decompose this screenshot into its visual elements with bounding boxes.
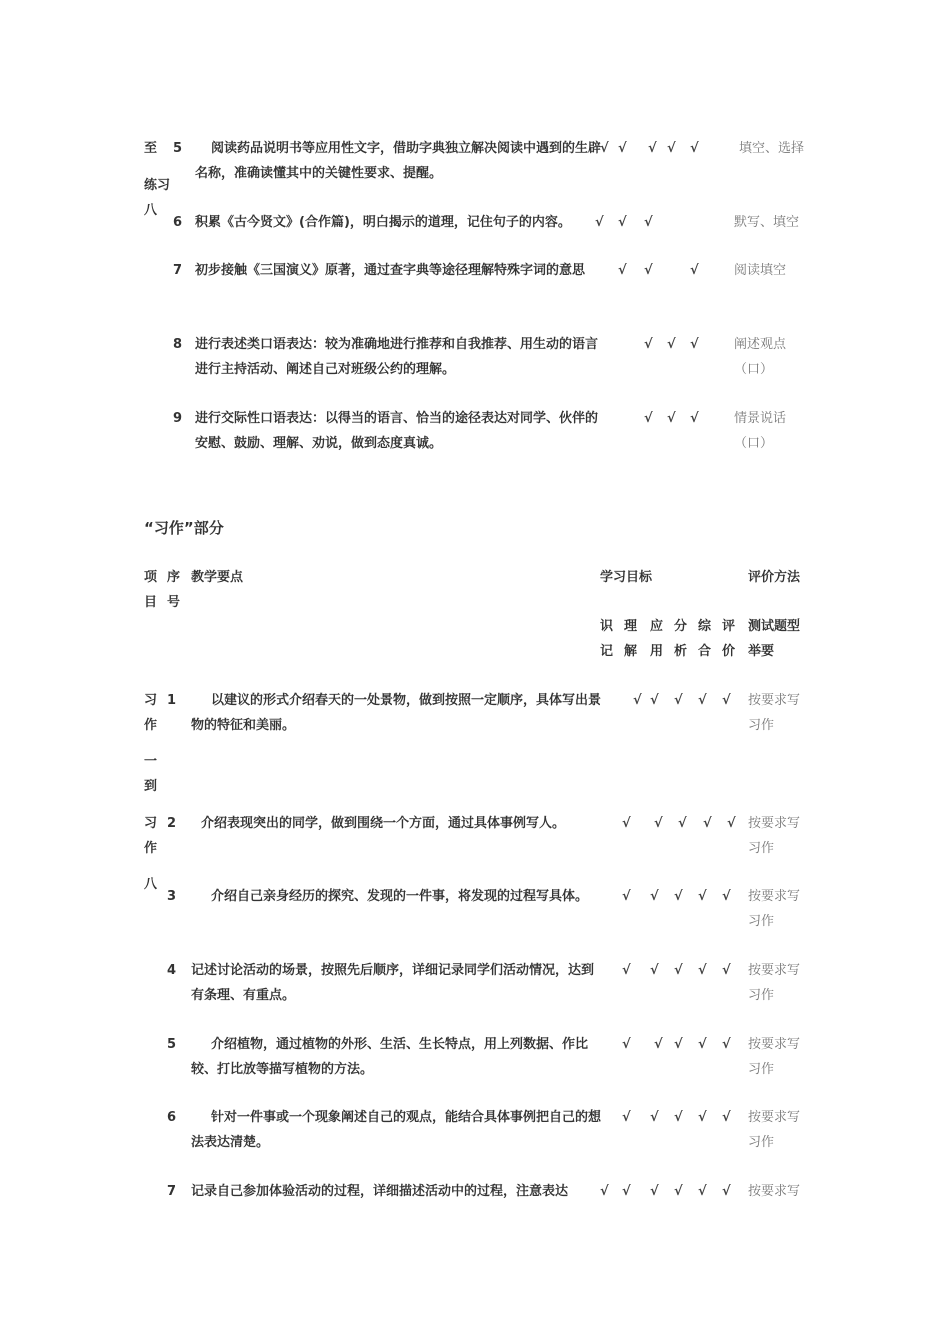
eval-method: 情景说话（口） [734,411,787,451]
row-description: 记述讨论活动的场景，按照先后顺序，详细记录同学们活动情况，达到有条理、有重点。 [191,963,595,1003]
header-goal-col: 分析 [674,619,688,659]
item-label-char: 习作 [144,693,158,733]
check-mark: √ [618,263,627,278]
check-mark: √ [648,141,657,156]
check-mark: √ [690,337,699,352]
header-number: 序号 [167,570,181,610]
eval-method: 按要求写习作 [748,1037,801,1077]
check-mark: √ [722,693,731,708]
check-mark: √ [690,263,699,278]
check-mark: √ [654,1037,663,1052]
eval-method: 按要求写习作 [748,1110,801,1150]
eval-method: 按要求写习作 [748,693,801,733]
check-mark: √ [633,693,642,708]
check-mark: √ [667,411,676,426]
row-number: 4 [167,963,177,978]
header-goal-col: 应用 [650,619,664,659]
row-description: 初步接触《三国演义》原著，通过查字典等途径理解特殊字词的意思 [195,263,586,278]
check-mark: √ [698,693,707,708]
row-description: 介绍植物，通过植物的外形、生活、生长特点，用上列数据、作比较、打比放等描写植物的方法。 [191,1037,589,1077]
check-mark: √ [650,963,659,978]
check-mark: √ [703,816,712,831]
check-mark: √ [600,141,609,156]
row-description: 介绍自己亲身经历的探究、发现的一件事，将发现的过程写具体。 [211,889,589,904]
check-mark: √ [644,411,653,426]
eval-method: 默写、填空 [734,215,800,230]
check-mark: √ [667,337,676,352]
row-description: 记录自己参加体验活动的过程，详细描述活动中的过程，注意表达 [191,1184,569,1199]
check-mark: √ [654,816,663,831]
check-mark: √ [722,1184,731,1199]
eval-method: 按要求写 [748,1184,801,1199]
check-mark: √ [644,337,653,352]
check-mark: √ [618,141,627,156]
check-mark: √ [650,1184,659,1199]
check-mark: √ [698,963,707,978]
eval-method: 阅读填空 [734,263,787,278]
row-number: 1 [167,693,177,708]
item-label-char: 练习 [144,178,171,193]
check-mark: √ [622,1037,631,1052]
row-number: 6 [167,1110,177,1125]
eval-method: 按要求写习作 [748,816,801,856]
check-mark: √ [674,963,683,978]
check-mark: √ [690,141,699,156]
check-mark: √ [690,411,699,426]
item-label-char: 一 [144,754,158,769]
check-mark: √ [674,1037,683,1052]
check-mark: √ [674,1184,683,1199]
item-label-char: 习作 [144,816,158,856]
check-mark: √ [698,1037,707,1052]
row-description: 以建议的形式介绍春天的一处景物，做到按照一定顺序，具体写出景物的特征和美丽。 [191,693,602,733]
row-number: 3 [167,889,177,904]
header-goals: 学习目标 [600,570,653,585]
check-mark: √ [667,141,676,156]
check-mark: √ [674,693,683,708]
row-number: 6 [173,215,183,230]
check-mark: √ [674,1110,683,1125]
row-description: 针对一件事或一个现象阐述自己的观点，能结合具体事例把自己的想法表达清楚。 [191,1110,602,1150]
check-mark: √ [644,263,653,278]
row-description: 积累《古今贤文》(合作篇)，明白揭示的道理，记住句子的内容。 [195,215,571,230]
header-goal-col: 评价 [722,619,736,659]
check-mark: √ [722,1037,731,1052]
check-mark: √ [600,1184,609,1199]
check-mark: √ [644,215,653,230]
check-mark: √ [722,889,731,904]
eval-method: 按要求写习作 [748,889,801,929]
eval-method: 阐述观点（口） [734,337,787,377]
check-mark: √ [618,215,627,230]
header-goal-col: 理解 [624,619,638,659]
row-number: 8 [173,337,183,352]
row-number: 5 [167,1037,177,1052]
row-description: 进行表述类口语表达：较为准确地进行推荐和自我推荐、用生动的语言进行主持活动、阐述自己对班级公约的理解。 [195,337,599,377]
eval-method: 按要求写习作 [748,963,801,1003]
section-title: “习作”部分 [144,519,224,537]
item-label-char: 八 [144,877,158,892]
row-number: 7 [167,1184,177,1199]
header-goal-col: 综合 [698,619,712,659]
check-mark: √ [650,1110,659,1125]
check-mark: √ [650,693,659,708]
row-number: 5 [173,141,183,156]
header-test-type: 测试题型举要 [748,619,801,659]
row-number: 9 [173,411,183,426]
check-mark: √ [622,1184,631,1199]
row-description: 介绍表现突出的同学，做到围绕一个方面，通过具体事例写人。 [201,816,566,831]
row-number: 2 [167,816,177,831]
header-points: 教学要点 [191,570,244,585]
row-description: 阅读药品说明书等应用性文字，借助字典独立解决阅读中遇到的生辟名称，准确读懂其中的关键性要求、提醒。 [195,141,602,181]
eval-method: 填空、选择 [739,141,805,156]
check-mark: √ [622,889,631,904]
item-label-char: 八 [144,203,158,218]
header-goal-col: 识记 [600,619,614,659]
header-item: 项目 [144,570,158,610]
check-mark: √ [678,816,687,831]
check-mark: √ [622,963,631,978]
check-mark: √ [674,889,683,904]
check-mark: √ [595,215,604,230]
check-mark: √ [698,1110,707,1125]
header-eval: 评价方法 [748,570,801,585]
item-label-char: 到 [144,779,158,794]
check-mark: √ [698,1184,707,1199]
item-label-char: 至 [144,141,158,156]
check-mark: √ [722,1110,731,1125]
check-mark: √ [622,816,631,831]
check-mark: √ [622,1110,631,1125]
row-number: 7 [173,263,183,278]
check-mark: √ [650,889,659,904]
check-mark: √ [698,889,707,904]
check-mark: √ [722,963,731,978]
check-mark: √ [727,816,736,831]
row-description: 进行交际性口语表达：以得当的语言、恰当的途径表达对同学、伙伴的安慰、鼓励、理解、劝说，做到态度真诚。 [195,411,599,451]
